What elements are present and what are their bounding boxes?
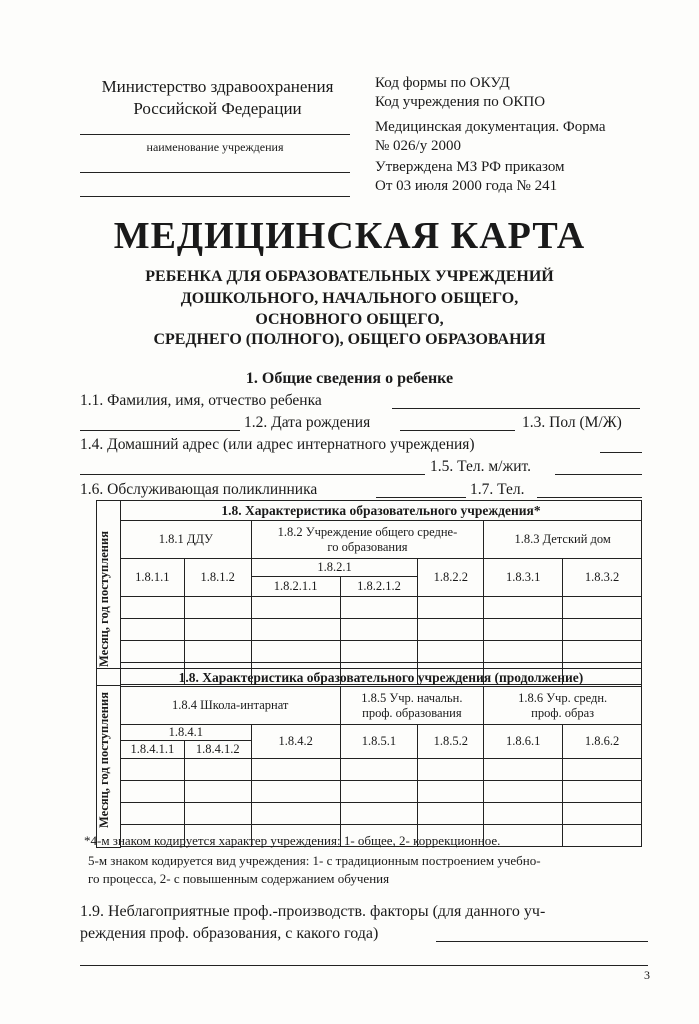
field-1-1 (80, 392, 322, 410)
page-title: МЕДИЦИНСКАЯ КАРТА (113, 215, 586, 257)
footnote-1: *4-м знаком кодируется характер учреждения: 1- общее, 2- коррекционное. (84, 833, 501, 848)
ministry-name (80, 76, 355, 120)
table-2-entry[interactable] (418, 803, 484, 825)
form-number: № 026/у 2000 (375, 138, 461, 154)
address-input-line-2[interactable] (80, 474, 425, 475)
medical-doc-label: Медицинская документация. Форма (375, 119, 606, 135)
table-2-group-primary-prof-l2: проф. образования (362, 705, 462, 720)
table-2-entry[interactable] (340, 803, 418, 825)
table-1-entry[interactable] (563, 619, 642, 641)
table-2-entry[interactable] (120, 781, 184, 803)
cell-1-8-5-2: 1.8.5.2 (418, 725, 484, 759)
field-1-2-label: 1.2. Дата рождения (244, 414, 371, 431)
table-2-entry[interactable] (120, 803, 184, 825)
table-1-group-school (251, 521, 484, 559)
table-1-entry[interactable] (184, 619, 251, 641)
table-2-entry[interactable] (484, 759, 563, 781)
table-1-side-label: Месяц, год поступления (97, 531, 111, 667)
table-2-entry[interactable] (120, 759, 184, 781)
subtitle-line-3: ОСНОВНОГО ОБЩЕГО, (255, 311, 444, 328)
clinic-input-line[interactable] (376, 497, 466, 498)
field-1-7-label: 1.7. Тел. (470, 481, 525, 498)
okud-code: Код формы по ОКУД (375, 75, 510, 91)
cell-1-8-1-2: 1.8.1.2 (184, 559, 251, 597)
table-1-entry[interactable] (418, 641, 484, 663)
table-1-entry[interactable] (340, 641, 418, 663)
table-1-entry[interactable] (484, 619, 563, 641)
table-2-group-secondary-prof-l1: 1.8.6 Учр. средн. (518, 690, 608, 705)
table-2-entry[interactable] (184, 759, 251, 781)
table-2-entry[interactable] (340, 781, 418, 803)
institution-line-3[interactable] (80, 196, 350, 197)
home-phone-input-line[interactable] (555, 474, 642, 475)
table-2-entry[interactable] (251, 781, 340, 803)
table-2-entry[interactable] (251, 759, 340, 781)
cell-1-8-1-1: 1.8.1.1 (120, 559, 184, 597)
table-2-entry[interactable] (484, 803, 563, 825)
field-1-9-line-1: 1.9. Неблагоприятные проф.-производств. факторы (для данного уч- (80, 903, 546, 920)
cell-1-8-2-1-2: 1.8.2.1.2 (340, 577, 418, 597)
okpo-code: Код учреждения по ОКПО (375, 94, 546, 110)
table-1-entry[interactable] (563, 597, 642, 619)
table-1-entry[interactable] (120, 597, 184, 619)
cell-1-8-4-1-2: 1.8.4.1.2 (184, 741, 251, 759)
table-1-group-school-l1: 1.8.2 Учреждение общего средне- (277, 524, 458, 539)
table-1-entry[interactable] (484, 641, 563, 663)
approval-label: Утверждена МЗ РФ приказом (375, 159, 565, 175)
institution-table-2 (96, 668, 642, 848)
institution-line-1[interactable] (80, 134, 350, 135)
ministry-line-2: Российской Федерации (133, 99, 302, 118)
table-2-entry[interactable] (184, 781, 251, 803)
table-2-entry[interactable] (418, 781, 484, 803)
form-codes (375, 74, 606, 196)
table-1-entry[interactable] (418, 619, 484, 641)
factors-input-line-2[interactable] (80, 965, 648, 966)
footnote-3: го процесса, 2- с повышенным содержанием обучения (88, 871, 390, 886)
table-2-group-primary-prof-l1: 1.8.5 Учр. начальн. (361, 690, 463, 705)
table-1-entry[interactable] (251, 619, 340, 641)
table-1-entry[interactable] (120, 619, 184, 641)
birthdate-input-line[interactable] (400, 430, 515, 431)
table-2-side-label: Месяц, год поступления (97, 692, 111, 828)
cell-1-8-2-1-1: 1.8.2.1.1 (251, 577, 340, 597)
table-1-entry[interactable] (184, 641, 251, 663)
table-1-entry[interactable] (251, 641, 340, 663)
subtitle-line-4: СРЕДНЕГО (ПОЛНОГО), ОБЩЕГО ОБРАЗОВАНИЯ (153, 331, 546, 348)
address-input-line[interactable] (600, 452, 642, 453)
table-1-entry[interactable] (484, 597, 563, 619)
cell-1-8-3-2: 1.8.3.2 (563, 559, 642, 597)
section-1-heading: 1. Общие сведения о ребенке (245, 370, 454, 387)
subtitle-line-2: ДОШКОЛЬНОГО, НАЧАЛЬНОГО ОБЩЕГО, (180, 290, 519, 307)
table-2-group-primary-prof (340, 687, 484, 725)
subtitle-line-1: РЕБЕНКА ДЛЯ ОБРАЗОВАТЕЛЬНЫХ УЧРЕЖДЕНИЙ (145, 268, 554, 285)
table-2-entry[interactable] (340, 759, 418, 781)
cell-1-8-4-2: 1.8.4.2 (251, 725, 340, 759)
fio-input-line-2[interactable] (80, 430, 240, 431)
table-1-entry[interactable] (120, 641, 184, 663)
institution-table-1 (96, 500, 642, 686)
cell-1-8-5-1: 1.8.5.1 (340, 725, 418, 759)
table-1-entry[interactable] (184, 597, 251, 619)
cell-1-8-3-1: 1.8.3.1 (484, 559, 563, 597)
ministry-line-1: Министерство здравоохранения (101, 77, 334, 96)
table-1-entry[interactable] (251, 597, 340, 619)
table-1-group-ddu: 1.8.1 ДДУ (120, 521, 251, 559)
table-1-entry[interactable] (418, 597, 484, 619)
page-number: 3 (644, 968, 650, 982)
cell-1-8-2-2: 1.8.2.2 (418, 559, 484, 597)
cell-1-8-6-1: 1.8.6.1 (484, 725, 563, 759)
table-2-group-secondary-prof-l2: проф. образ (531, 705, 595, 720)
field-1-4-label: 1.4. Домашний адрес (или адрес интернатного учреждения) (80, 436, 475, 453)
table-2-group-boarding-school: 1.8.4 Школа-интарнат (120, 687, 340, 725)
approval-order: От 03 июля 2000 года № 241 (375, 178, 558, 194)
table-2-entry[interactable] (563, 759, 642, 781)
institution-caption: наименование учреждения (146, 140, 284, 154)
table-1-entry[interactable] (563, 641, 642, 663)
institution-line-2[interactable] (80, 172, 350, 173)
table-1-entry[interactable] (340, 597, 418, 619)
table-2-group-secondary-prof (484, 687, 642, 725)
field-1-5-label: 1.5. Тел. м/жит. (430, 458, 531, 475)
field-1-1-label: 1.1. Фамилия, имя, отчество ребенка (80, 392, 322, 409)
cell-1-8-2-1: 1.8.2.1 (251, 559, 418, 577)
table-1-entry[interactable] (340, 619, 418, 641)
table-2-entry[interactable] (251, 803, 340, 825)
table-2-entry[interactable] (184, 803, 251, 825)
factors-input-line[interactable] (436, 941, 648, 942)
table-1-group-school-l2: го образования (327, 539, 408, 554)
cell-1-8-4-1-1: 1.8.4.1.1 (120, 741, 184, 759)
table-2-entry[interactable] (418, 759, 484, 781)
table-1-heading: 1.8. Характеристика образовательного учреждения* (120, 501, 641, 521)
table-2-entry[interactable] (484, 781, 563, 803)
table-1-group-orphanage: 1.8.3 Детский дом (484, 521, 642, 559)
footnote-2: 5-м знаком кодируется вид учреждения: 1- с традиционным построением учебно- (88, 853, 541, 868)
table-2-entry[interactable] (563, 825, 642, 847)
field-1-9-line-2: реждения проф. образования, с какого года) (80, 925, 379, 942)
table-2-entry[interactable] (563, 803, 642, 825)
cell-1-8-4-1: 1.8.4.1 (120, 725, 251, 741)
cell-1-8-6-2: 1.8.6.2 (563, 725, 642, 759)
table-2-heading: 1.8. Характеристика образовательного учреждения (продолжение) (120, 669, 641, 687)
field-1-3-label: 1.3. Пол (М/Ж) (522, 414, 622, 431)
table-2-entry[interactable] (563, 781, 642, 803)
field-1-6-label: 1.6. Обслуживающая поликлинника (80, 481, 318, 498)
fio-input-line[interactable] (392, 408, 640, 409)
clinic-phone-input-line[interactable] (537, 497, 642, 498)
